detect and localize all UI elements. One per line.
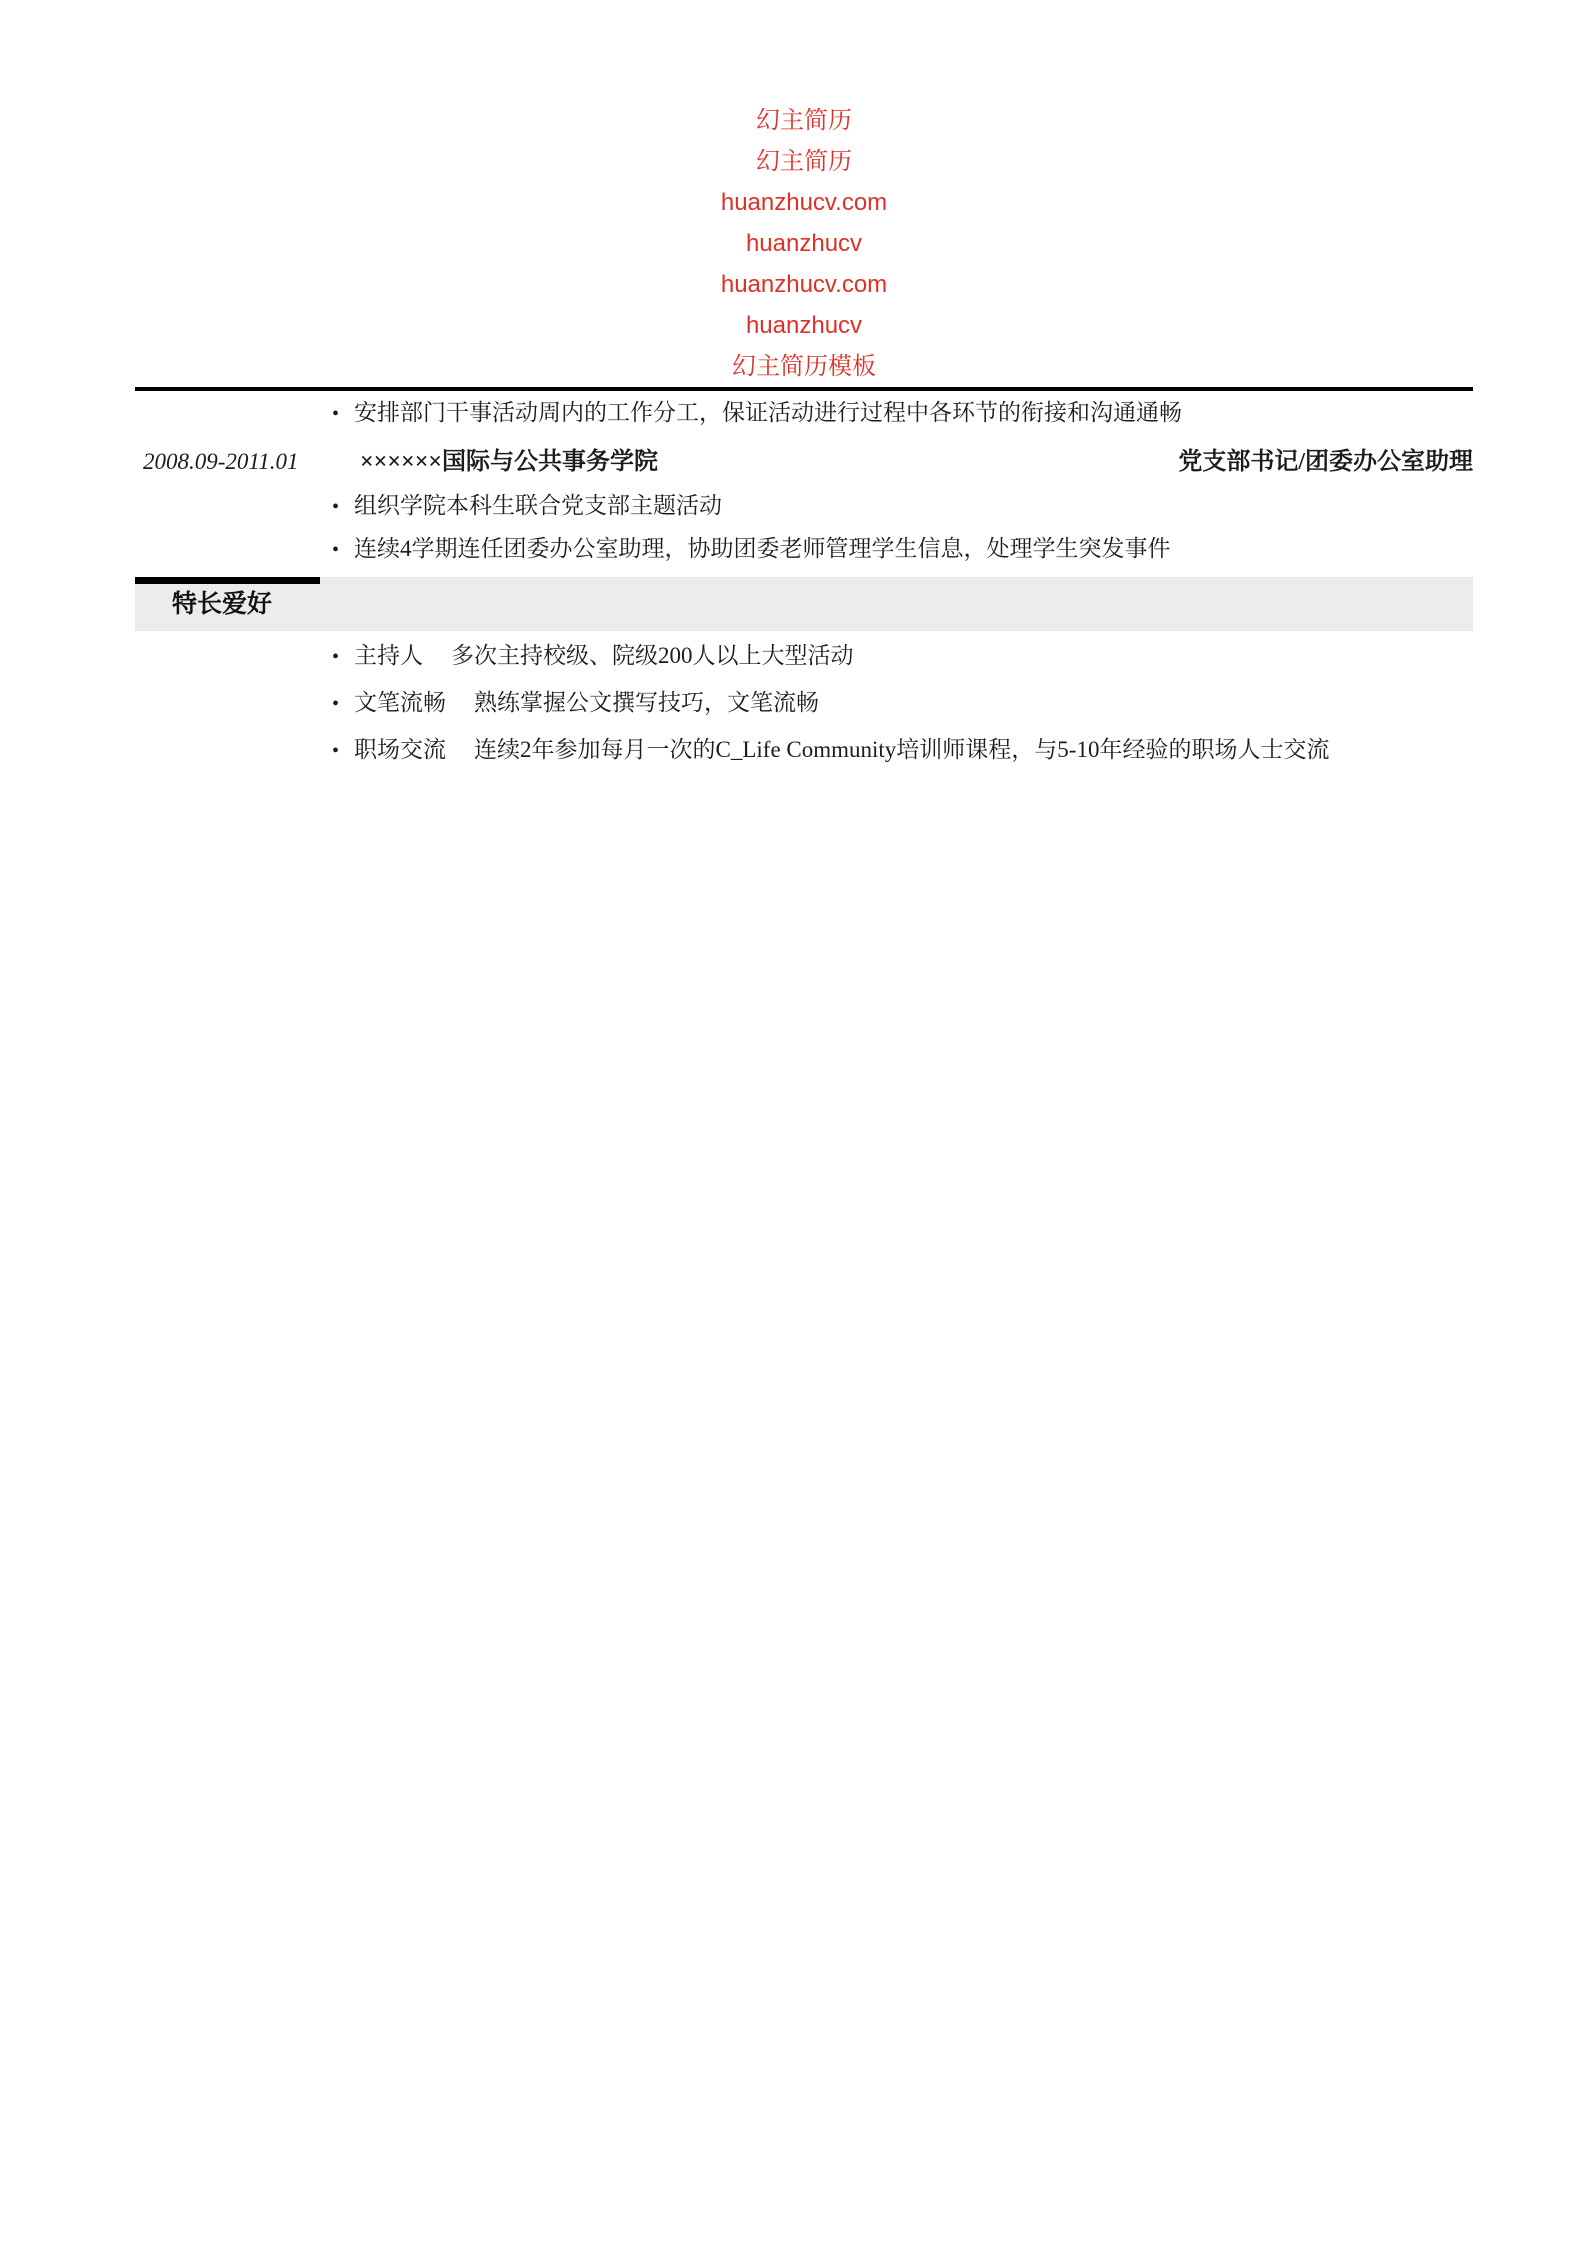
watermark-line: huanzhucv.com [720,189,888,216]
skill-text [354,633,854,678]
skill-description: 熟练掌握公文撰写技巧，文笔流畅 [474,690,819,715]
skill-item [135,633,1473,680]
bullet-icon: • [332,539,340,561]
experience-bullet [135,529,1473,570]
bullet-icon: • [332,740,340,762]
entry-role-title: 党支部书记/团委办公室助理 [1178,449,1473,475]
resume-content-column [135,0,1473,774]
watermark-line: 幻主简历 [756,148,852,175]
watermark-line: 幻主简历模板 [732,353,876,380]
bullet-text: 组织学院本科生联合党支部主题活动 [354,493,722,518]
bullet-text: 安排部门干事活动周内的工作分工，保证活动进行过程中各环节的衔接和沟通通畅 [354,400,1182,425]
experience-entry-header [135,440,1473,484]
watermark-block [135,0,1473,387]
bullet-icon: • [332,646,340,668]
entry-organization: ××××××国际与公共事务学院 [360,449,659,475]
watermark-line: huanzhucv.com [720,271,888,298]
bullet-icon: • [332,496,340,518]
skills-list [135,633,1473,774]
skills-section-header [135,577,1473,631]
watermark-line: huanzhucv [745,230,863,257]
skill-text [354,680,819,725]
section-header-accent-bar [135,577,320,584]
skill-item [135,727,1473,774]
bullet-icon: • [332,403,340,425]
watermark-line: huanzhucv [745,312,863,339]
skill-description: 连续2年参加每月一次的C_Life Community培训师课程，与5-10年经验的职场人士交流 [474,737,1330,762]
bullet-text: 连续4学期连任团委办公室助理，协助团委老师管理学生信息，处理学生突发事件 [354,536,1171,561]
watermark-line: 幻主简历 [756,107,852,134]
skill-keyword: 职场交流 [354,737,446,762]
entry-date-range: 2008.09-2011.01 [143,449,299,474]
skill-keyword: 文笔流畅 [354,690,446,715]
skill-text [354,727,1329,772]
skill-description: 多次主持校级、院级200人以上大型活动 [451,643,854,668]
bullet-icon: • [332,693,340,715]
skill-keyword: 主持人 [354,643,423,668]
section-title: 特长爱好 [172,591,273,618]
skill-item [135,680,1473,727]
experience-intro-bullet [135,391,1473,436]
experience-bullet [135,484,1473,529]
